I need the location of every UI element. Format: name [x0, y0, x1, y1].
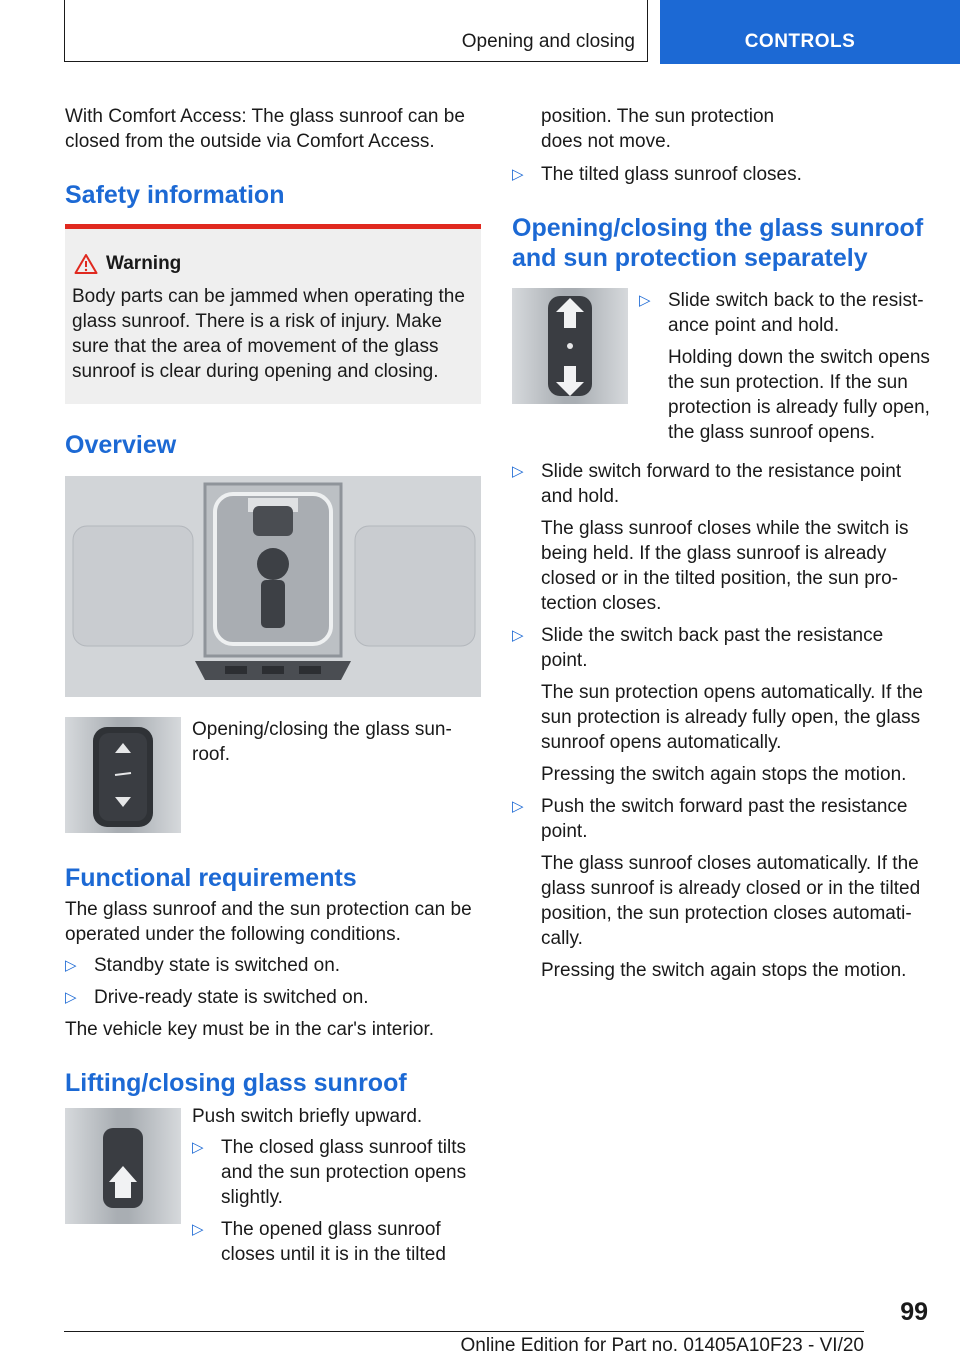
functional-requirements-text: The glass sunroof and the sun protection can be operated under the following conditions. [65, 899, 472, 945]
list-item-detail: Pressing the switch again stops the motion. [541, 960, 907, 981]
bullet-triangle-icon: ▷ [65, 989, 77, 1006]
bullet-triangle-icon: ▷ [192, 1221, 204, 1238]
bullet-triangle-icon: ▷ [512, 627, 524, 644]
list-item-text: Slide switch forward to the resistance point and hold. [541, 461, 902, 507]
footer-edition: Online Edition for Part no. 01405A10F23 - VI/20 [460, 1335, 864, 1356]
header-section-box [64, 0, 648, 62]
separately-first-text [639, 288, 932, 452]
list-item [192, 1135, 481, 1210]
bullet-triangle-icon: ▷ [512, 166, 524, 183]
list-item-text: Drive-ready state is switched on. [94, 987, 369, 1008]
vehicle-key-note: The vehicle key must be in the car's interior. [65, 1019, 435, 1040]
lifting-row [65, 1104, 481, 1274]
warning-box [65, 224, 481, 404]
bullet-triangle-icon: ▷ [192, 1139, 204, 1156]
header-chapter-title: CONTROLS [744, 31, 856, 52]
list-item [512, 162, 932, 187]
list-item-text: Standby state is switched on. [94, 955, 341, 976]
list-item-detail: The sun protection opens automatically. If the sun protection is already fully open, the glass sunroof opens automatically. [541, 682, 923, 753]
lifting-instruction: Push switch briefly upward. [192, 1106, 423, 1127]
intro-paragraph: With Comfort Access: The glass sunroof can be closed from the outside via Comfort Access. [65, 106, 465, 152]
page-number: 99 [900, 1298, 928, 1326]
lifting-text-block [192, 1104, 481, 1274]
footer-divider [64, 1331, 864, 1332]
list-item-detail: The glass sunroof closes while the switch is being held. If the glass sunroof is already closed or in the tilted position, the sun protection closes. [541, 518, 909, 614]
switch-closeup-illustration [65, 717, 181, 833]
bullet-triangle-icon: ▷ [512, 798, 524, 815]
bullet-triangle-icon: ▷ [639, 292, 651, 309]
slide-switch-image [512, 288, 628, 404]
list-item-text: Slide switch back to the resistance point and hold. [668, 290, 924, 336]
warning-text: Body parts can be jammed when operating the glass sunroof. There is a risk of injury. Make sure that the area of movement of the glass sunroof is clear during opening and closing. [72, 286, 465, 382]
safety-heading: Safety information [65, 181, 285, 209]
list-item-detail: The glass sunroof closes automatically. If the glass sunroof is already closed or in the tilted position, the sun protection closes automatically. [541, 853, 921, 949]
list-item [192, 1217, 481, 1267]
warning-triangle-icon [74, 253, 98, 275]
list-item [512, 623, 932, 787]
list-item-text: The closed glass sunroof tilts and the sun protection opens slightly. [221, 1137, 467, 1208]
overview-detail-row [65, 717, 481, 833]
list-item [512, 794, 932, 983]
bullet-triangle-icon: ▷ [65, 957, 77, 974]
list-item-detail: Pressing the switch again stops the motion. [541, 764, 907, 785]
functional-requirements-heading: Functional requirements [65, 864, 357, 892]
header-section-title: Opening and closing [461, 31, 635, 52]
push-switch-illustration [65, 1108, 181, 1224]
warning-title: Warning [106, 253, 182, 274]
list-item-text: The opened glass sunroof closes until it is in the tilted [221, 1219, 446, 1265]
list-item-detail: Holding down the switch opens the sun protection. If the sun protection is already fully open, the glass sunroof opens. [668, 347, 930, 443]
separately-first-row [512, 288, 932, 452]
switch-closeup-image [65, 717, 181, 833]
push-switch-image [65, 1108, 181, 1224]
list-item-text: Push the switch forward past the resistance point. [541, 796, 908, 842]
list-item [639, 288, 932, 445]
list-item [65, 953, 481, 978]
list-item [512, 459, 932, 616]
overview-caption: Opening/closing the glass sunroof. [192, 719, 452, 765]
list-item-text: Slide the switch back past the resistance point. [541, 625, 884, 671]
list-item [65, 985, 481, 1010]
warning-title-row [74, 251, 471, 276]
right-column [512, 104, 932, 990]
overview-console-image [65, 476, 481, 697]
separately-heading: Opening/closing the glass sunroof and sun protection separately [512, 214, 924, 272]
lifting-closing-heading: Lifting/closing glass sunroof [65, 1069, 407, 1097]
bullet-triangle-icon: ▷ [512, 463, 524, 480]
overview-heading: Overview [65, 431, 177, 459]
lifting-bullet-continuation: position. The sun protection does not move. [541, 106, 775, 152]
left-column [65, 104, 481, 1274]
list-item-text: The tilted glass sunroof closes. [541, 164, 802, 185]
slide-switch-illustration [512, 288, 628, 404]
overview-console-illustration [65, 476, 481, 697]
header-chapter-tab [660, 0, 960, 64]
